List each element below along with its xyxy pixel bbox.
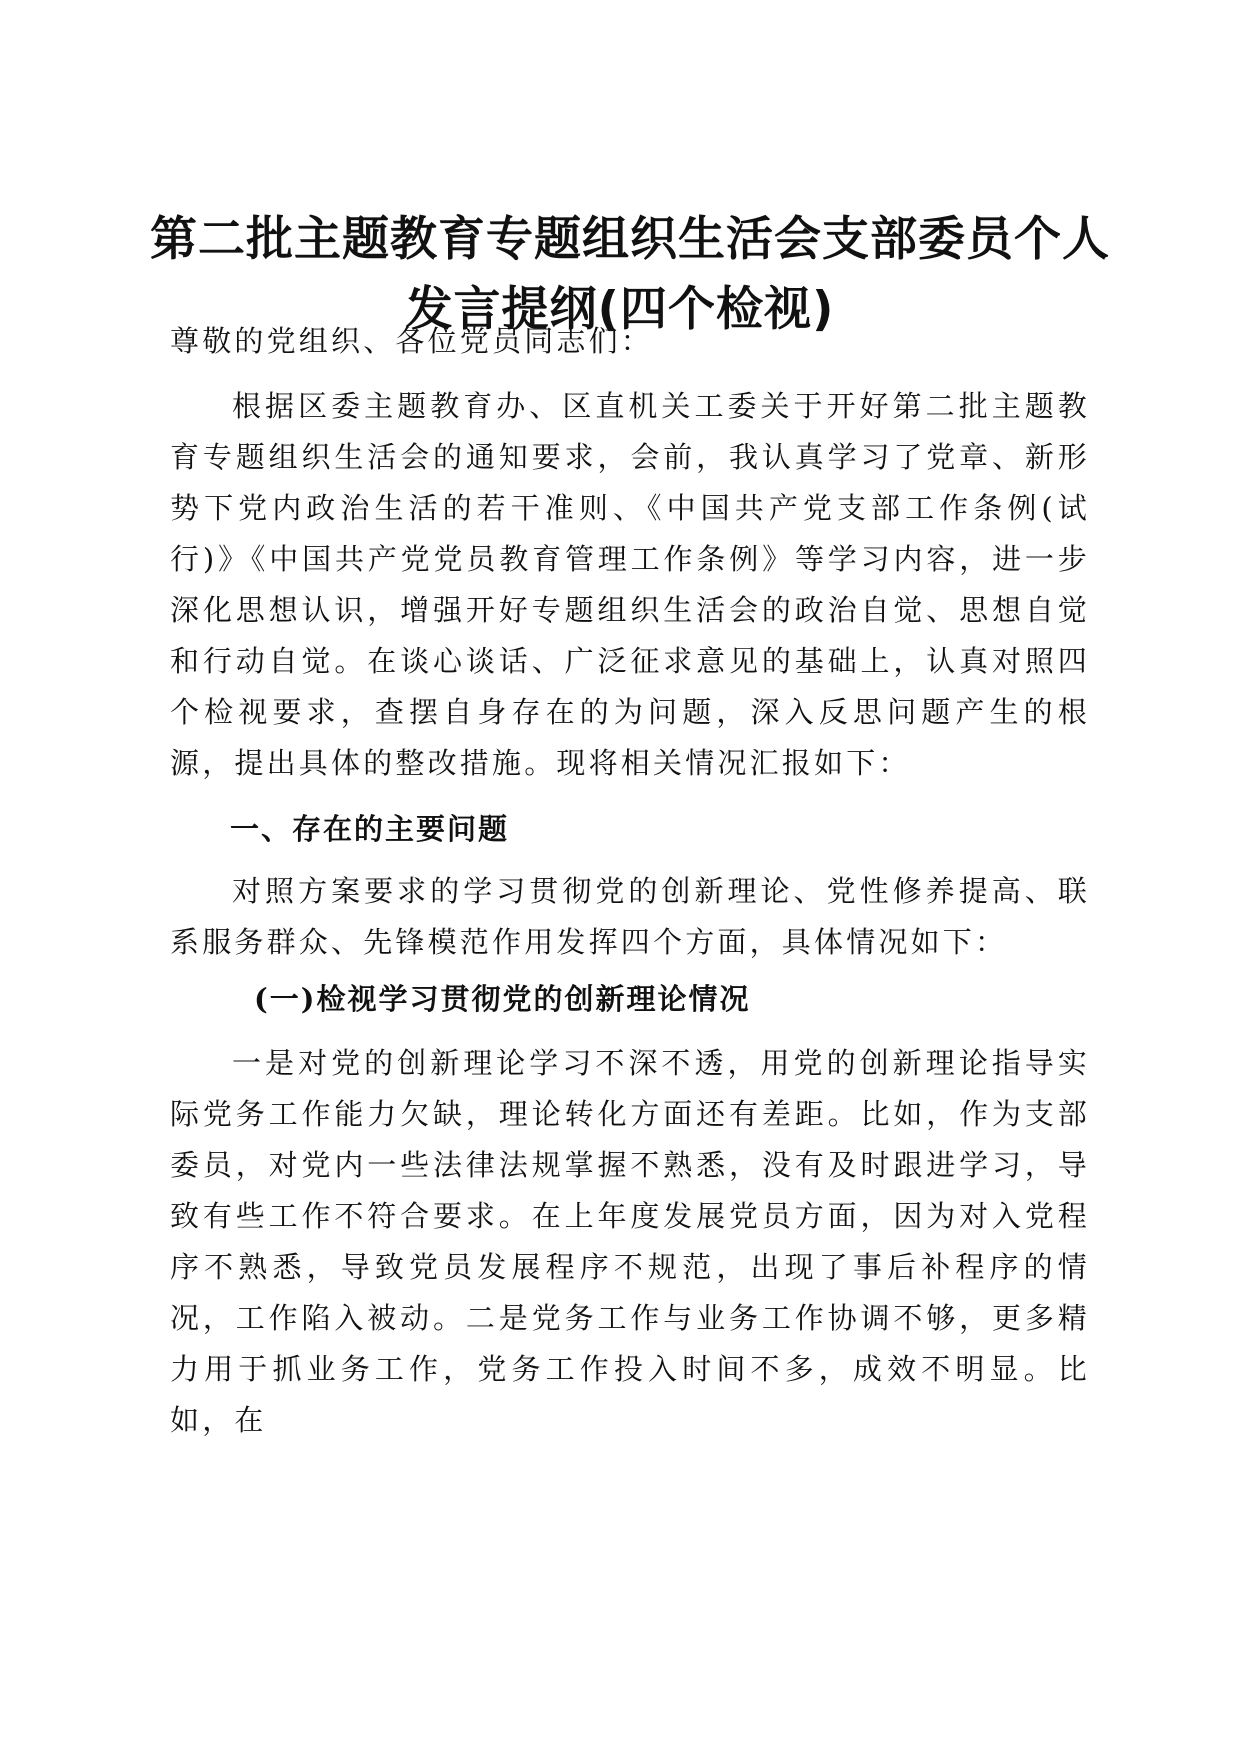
intro-paragraph: 根据区委主题教育办、区直机关工委关于开好第二批主题教育专题组织生活会的通知要求，会前，我认真学习了党章、新形势下党内政治生活的若干准则、《中国共产党支部工作条例(试行)》《中国共产党党员教育管理工作条例》等学习内容，进一步深化思想认识，增强开好专题组织生活会的政治自觉、思想自觉和行动自觉。在谈心谈话、广泛征求意见的基础上，认真对照四个检视要求，查摆自身存在的为问题，深入反思问题产生的根源，提出具体的整改措施。现将相关情况汇报如下：	[170, 389, 1090, 780]
title-line-2: 发言提纲(四个检视)	[405, 282, 835, 337]
section-heading-main-problems: 一、存在的主要问题	[230, 812, 510, 846]
salutation: 尊敬的党组织、各位党员同志们：	[170, 324, 654, 358]
title-line-1: 第二批主题教育专题组织生活会支部委员个人	[150, 212, 1110, 267]
section-paragraph-overview: 对照方案要求的学习贯彻党的创新理论、党性修养提高、联系服务群众、先锋模范作用发挥四个方面，具体情况如下：	[170, 874, 1090, 959]
subsection-paragraph-theory-study: 一是对党的创新理论学习不深不透，用党的创新理论指导实际党务工作能力欠缺，理论转化方面还有差距。比如，作为支部委员，对党内一些法律法规掌握不熟悉，没有及时跟进学习，导致有些工作不符合要求。在上年度发展党员方面，因为对入党程序不熟悉，导致党员发展程序不规范，出现了事后补程序的情况，工作陷入被动。二是党务工作与业务工作协调不够，更多精力用于抓业务工作，党务工作投入时间不多，成效不明显。比如，在	[170, 1046, 1090, 1437]
subsection-heading-theory-study: (一)检视学习贯彻党的创新理论情况	[254, 982, 751, 1016]
